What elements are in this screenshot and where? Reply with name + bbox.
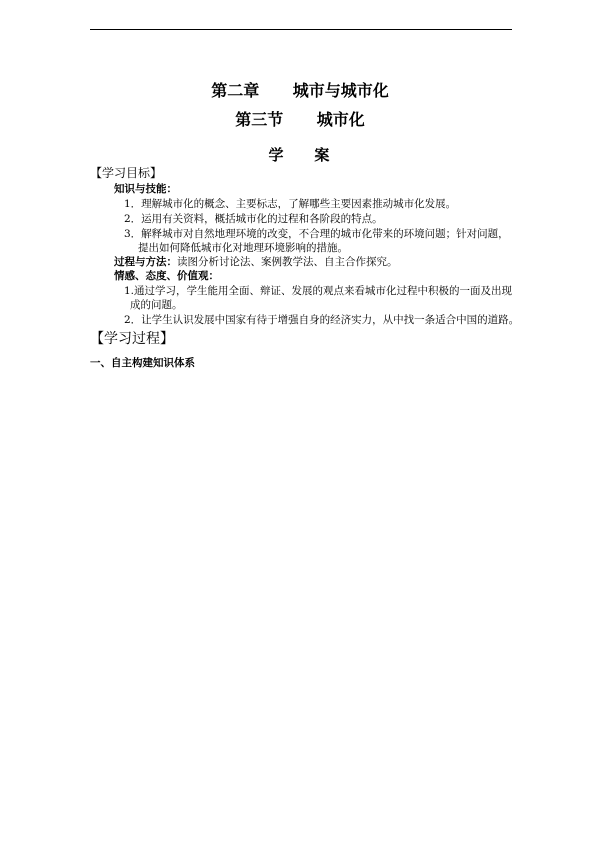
attitude-item-2: 2．让学生认识发展中国家有待于增强自身的经济实力，从中找一条适合中国的道路。: [124, 314, 520, 326]
attitude-item-1-cont: 成的问题。: [130, 299, 183, 311]
knowledge-item-2: 2．运用有关资料，概括城市化的过程和各阶段的特点。: [124, 213, 383, 225]
process-methods-label: 过程与方法：: [114, 256, 177, 268]
knowledge-skills-label: 知识与技能：: [114, 183, 177, 195]
attitude-label: 情感、态度、价值观：: [114, 270, 219, 282]
subsection-1-title: 一、自主构建知识体系: [90, 357, 195, 369]
attitude-item-1: 1.通过学习，学生能用全面、辩证、发展的观点来看城市化过程中积极的一面及出现: [124, 285, 513, 297]
section-title: 第三节 城市化: [235, 110, 365, 129]
learning-goals-heading: 【学习目标】: [90, 166, 163, 180]
knowledge-item-3: 3．解释城市对自然地理环境的改变，不合理的城市化带来的环境问题；针对问题，: [124, 228, 509, 240]
chapter-title: 第二章 城市与城市化: [211, 81, 389, 100]
learning-process-heading: 【学习过程】: [90, 331, 174, 347]
process-methods-line: [114, 255, 398, 269]
knowledge-item-3-cont: 提出如何降低城市化对地理环境影响的措施。: [138, 242, 348, 254]
doc-type-title: 学 案: [268, 146, 332, 164]
process-methods-text: 读图分析讨论法、案例教学法、自主合作探究。: [177, 256, 398, 268]
knowledge-item-1: 1．理解城市化的概念、主要标志，了解哪些主要因素推动城市化发展。: [124, 198, 457, 210]
header-rule: [90, 29, 512, 30]
